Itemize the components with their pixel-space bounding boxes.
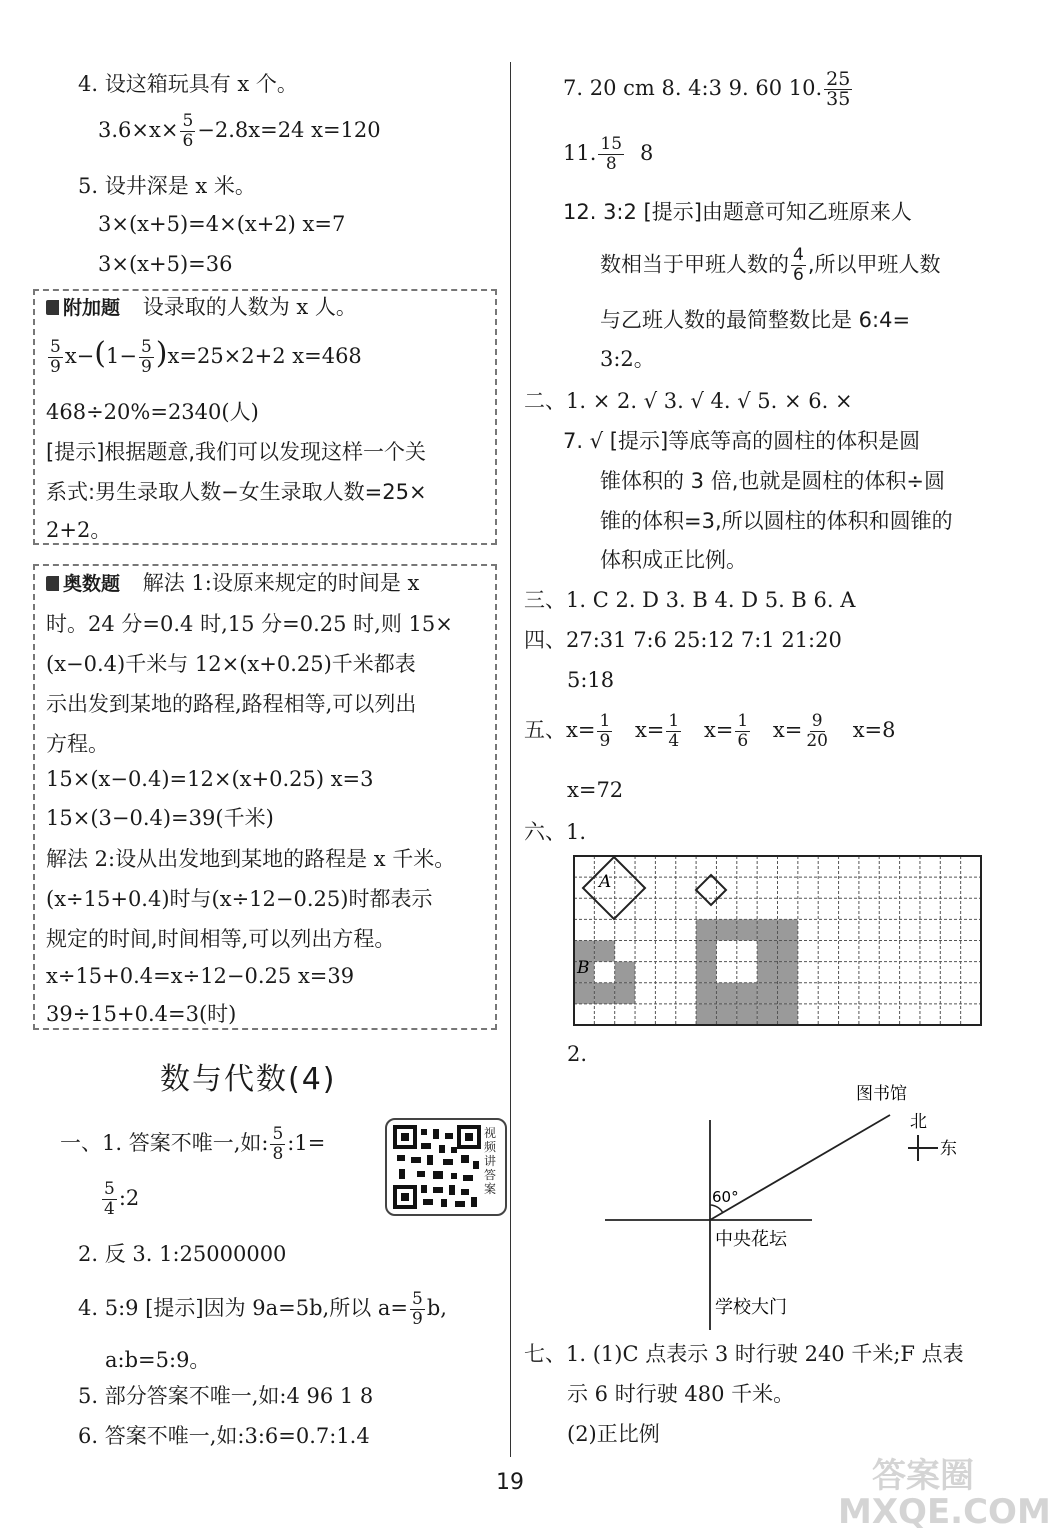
bonus-tag: 附加题 xyxy=(46,294,120,322)
q4-equation xyxy=(98,112,381,151)
shaded-cell xyxy=(737,919,757,940)
shaded-cell xyxy=(696,941,716,962)
grid-label-b: B xyxy=(577,958,590,978)
shaded-cell xyxy=(574,983,594,1004)
shaded-cell xyxy=(757,962,777,983)
shape-a xyxy=(583,857,645,919)
s1-q2-q3: 2. 反 3. 1:25000000 xyxy=(78,1242,287,1266)
s1-q6: 6. 答案不唯一,如:3:6=0.7:1.4 xyxy=(78,1424,370,1448)
olympiad-line-4: 示出发到某地的路程,路程相等,可以列出 xyxy=(46,692,417,716)
s1-q4: 4. 5:9 [提示]因为 9a=5b,所以 a= $\frac{5}{9}$ b, xyxy=(78,1289,447,1329)
q4-eq-b: −2.8x=24 x=120 xyxy=(197,118,381,142)
s2-line-5: 体积成正比例。 xyxy=(600,548,747,572)
shaded-cell xyxy=(696,962,716,983)
olympiad-line-12: 39÷15+0.4=3(时) xyxy=(46,1002,237,1026)
r-q12-line-4: 3:2。 xyxy=(600,347,655,371)
map-north-label: 北 xyxy=(910,1112,927,1132)
shaded-cell xyxy=(757,983,777,1004)
map-angle-label: 60° xyxy=(712,1188,739,1206)
s3-answers: 三、1. C 2. D 3. B 4. D 5. B 6. A xyxy=(524,588,856,612)
shaded-cell xyxy=(594,983,614,1004)
shaded-cell xyxy=(757,941,777,962)
bonus-line-2: 468÷20%=2340(人) xyxy=(46,400,259,424)
shaded-cell xyxy=(716,919,736,940)
s7-line-2: 示 6 时行驶 480 千米。 xyxy=(567,1382,795,1406)
s2-line-3: 锥体积的 3 倍,也就是圆柱的体积÷圆 xyxy=(600,469,945,493)
q5-equation-2: 3×(x+5)=36 xyxy=(98,252,233,276)
map-center-label: 中央花坛 xyxy=(715,1229,787,1250)
shaded-cell xyxy=(615,983,635,1004)
r-q11: 11. $\frac{15}{8}$ 8 xyxy=(563,134,654,174)
s6-label: 六、1. xyxy=(524,820,587,844)
column-divider xyxy=(510,62,511,1457)
olympiad-line-5: 方程。 xyxy=(46,732,109,756)
s5-line-1: 五、x= $\frac{1}{9}$ x= $\frac{1}{4}$ x= $\frac{1}{6}$ x= $\frac{9}{20}$ x=8 xyxy=(524,711,896,751)
shaded-cell xyxy=(696,919,716,940)
shaded-cell xyxy=(737,1004,757,1025)
olympiad-line-9: (x÷15+0.4)时与(x÷12−0.25)时都表示 xyxy=(46,887,433,911)
s4-line-2: 5:18 xyxy=(567,668,615,692)
q4-fraction: $\frac{5}{6}$ xyxy=(182,111,194,151)
q5-equation-1: 3×(x+5)=4×(x+2) x=7 xyxy=(98,212,346,236)
s5-line-2: x=72 xyxy=(567,778,624,802)
map-east-label: 东 xyxy=(940,1139,957,1159)
bonus-header xyxy=(46,293,357,322)
section-title: 数与代数(4) xyxy=(160,1062,337,1097)
grid-figure xyxy=(573,855,983,1027)
shaded-cell xyxy=(594,941,614,962)
shaded-cell xyxy=(757,919,777,940)
grid-label-a: A xyxy=(599,872,612,892)
shaded-cell xyxy=(778,919,798,940)
shaded-cell xyxy=(716,1004,736,1025)
s1-q1: 一、1. 答案不唯一,如: $\frac{5}{8}$ :1= xyxy=(60,1124,326,1164)
q4-label: 4. 设这箱玩具有 x 个。 xyxy=(78,72,298,96)
qr-label: 视频讲答案 xyxy=(484,1126,497,1196)
shaded-cell xyxy=(757,1004,777,1025)
shaded-cell xyxy=(615,962,635,983)
r-q12-line-1: 12. 3:2 [提示]由题意可知乙班原来人 xyxy=(563,200,912,224)
shaded-cell xyxy=(696,983,716,1004)
s1-q1-cont: $\frac{5}{4}$ :2 xyxy=(104,1179,140,1219)
qr-code-badge[interactable] xyxy=(385,1118,507,1216)
shaded-cell xyxy=(778,1004,798,1025)
olympiad-line-8: 解法 2:设从出发地到某地的路程是 x 千米。 xyxy=(46,847,456,871)
r-q7-q10: 7. 20 cm 8. 4:3 9. 60 10. $\frac{25}{35}$ xyxy=(563,68,851,110)
s1-q4-cont: a:b=5:9。 xyxy=(105,1348,211,1372)
q4-eq-a: 3.6×x× xyxy=(98,118,179,142)
olympiad-line-11: x÷15+0.4=x÷12−0.25 x=39 xyxy=(46,964,355,988)
olympiad-line-10: 规定的时间,时间相等,可以列出方程。 xyxy=(46,927,396,951)
s6-q2-label: 2. xyxy=(567,1042,588,1066)
bonus-hint-3: 2+2。 xyxy=(46,518,112,542)
olympiad-line-1: 解法 1:设原来规定的时间是 x xyxy=(142,571,420,595)
shaded-cell xyxy=(737,983,757,1004)
olympiad-line-2: 时。24 分=0.4 时,15 分=0.25 时,则 15× xyxy=(46,612,453,636)
map-angle-arc xyxy=(710,1205,723,1213)
map-diagram xyxy=(600,1075,980,1330)
r-q12-line-2: 数相当于甲班人数的 $\frac{4}{6}$ ,所以甲班人数 xyxy=(600,245,941,285)
olympiad-line-6: 15×(x−0.4)=12×(x+0.25) x=3 xyxy=(46,767,374,791)
q5-label: 5. 设井深是 x 米。 xyxy=(78,174,256,198)
watermark: 答案圈 MXQE.COM xyxy=(838,1456,1051,1532)
s7-line-1: 七、1. (1)C 点表示 3 时行驶 240 千米;F 点表 xyxy=(524,1342,964,1366)
r-q12-line-3: 与乙班人数的最简整数比是 6:4= xyxy=(600,308,911,332)
s4-line-1: 四、27:31 7:6 25:12 7:1 21:20 xyxy=(524,628,842,652)
bonus-equation: $\frac{5}{9}$ x−(1− $\frac{5}{9}$ )x=25×2+2 x=468 xyxy=(50,336,362,377)
s1-q5: 5. 部分答案不唯一,如:4 96 1 8 xyxy=(78,1384,374,1408)
olympiad-header xyxy=(46,569,419,598)
shaded-cell xyxy=(696,1004,716,1025)
shaded-cell xyxy=(716,983,736,1004)
bonus-hint-2: 系式:男生录取人数−女生录取人数=25× xyxy=(46,480,427,504)
map-library-label: 图书馆 xyxy=(856,1084,907,1104)
s2-line-1: 二、1. × 2. √ 3. √ 4. √ 5. × 6. × xyxy=(524,389,853,413)
shaded-cell xyxy=(778,983,798,1004)
olympiad-tag: 奥数题 xyxy=(46,570,120,598)
bonus-intro: 设录取的人数为 x 人。 xyxy=(142,295,357,319)
page-number: 19 xyxy=(496,1470,524,1495)
qr-code-icon xyxy=(393,1125,481,1209)
bonus-hint-1: [提示]根据题意,我们可以发现这样一个关 xyxy=(46,440,427,464)
olympiad-line-3: (x−0.4)千米与 12×(x+0.25)千米都表 xyxy=(46,652,416,676)
shape-a-scaled xyxy=(696,875,726,905)
grid-shaded-cells xyxy=(574,919,798,1025)
s7-line-3: (2)正比例 xyxy=(567,1422,660,1446)
shaded-cell xyxy=(778,962,798,983)
shaded-cell xyxy=(778,941,798,962)
s2-line-2: 7. √ [提示]等底等高的圆柱的体积是圆 xyxy=(563,429,921,453)
s2-line-4: 锥的体积=3,所以圆柱的体积和圆锥的 xyxy=(600,509,953,533)
map-gate-label: 学校大门 xyxy=(715,1297,787,1318)
olympiad-line-7: 15×(3−0.4)=39(千米) xyxy=(46,806,274,830)
